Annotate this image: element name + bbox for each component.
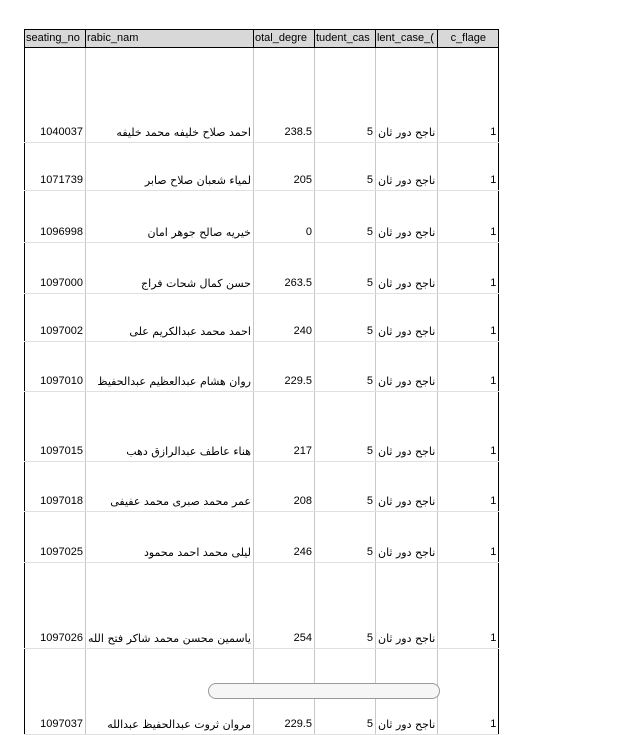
seating-no-cell[interactable]: 1097010 bbox=[25, 342, 86, 392]
student-case-cell[interactable]: 5 bbox=[314, 392, 375, 462]
total-degree-cell[interactable]: 240 bbox=[253, 294, 314, 342]
seating-no-cell[interactable]: 1097025 bbox=[25, 512, 86, 563]
student-case-cell[interactable]: 5 bbox=[314, 191, 375, 243]
c-flage-cell[interactable]: 1 bbox=[438, 392, 499, 462]
student-case-desc-cell[interactable]: ناجح دور ثان bbox=[375, 191, 437, 243]
student-case-desc-cell[interactable]: ناجح دور ثان bbox=[375, 649, 437, 735]
c-flage-cell[interactable]: 1 bbox=[438, 563, 499, 649]
c-flage-cell[interactable]: 1 bbox=[438, 342, 499, 392]
column-header-total-degree[interactable]: otal_degre bbox=[253, 30, 314, 48]
results-table bbox=[24, 29, 499, 735]
student-case-desc-cell[interactable]: ناجح دور ثان bbox=[375, 563, 437, 649]
student-case-desc-cell[interactable]: ناجح دور ثان bbox=[375, 48, 437, 143]
total-degree-cell[interactable]: 229.5 bbox=[253, 649, 314, 735]
total-degree-cell[interactable]: 217 bbox=[253, 392, 314, 462]
c-flage-cell[interactable]: 1 bbox=[438, 512, 499, 563]
total-degree-cell[interactable]: 208 bbox=[253, 462, 314, 512]
arabic-name-cell[interactable]: خيريه صالح جوهر امان bbox=[86, 191, 254, 243]
c-flage-cell[interactable]: 1 bbox=[438, 294, 499, 342]
total-degree-cell[interactable]: 238.5 bbox=[253, 48, 314, 143]
student-case-cell[interactable]: 5 bbox=[314, 462, 375, 512]
student-case-cell[interactable]: 5 bbox=[314, 563, 375, 649]
seating-no-cell[interactable]: 1097018 bbox=[25, 462, 86, 512]
total-degree-cell[interactable]: 229.5 bbox=[253, 342, 314, 392]
total-degree-cell[interactable]: 254 bbox=[253, 563, 314, 649]
seating-no-cell[interactable]: 1097015 bbox=[25, 392, 86, 462]
table-row[interactable] bbox=[25, 342, 499, 392]
student-case-cell[interactable]: 5 bbox=[314, 143, 375, 191]
c-flage-cell[interactable]: 1 bbox=[438, 191, 499, 243]
seating-no-cell[interactable]: 1096998 bbox=[25, 191, 86, 243]
c-flage-cell[interactable]: 1 bbox=[438, 48, 499, 143]
seating-no-cell[interactable]: 1097037 bbox=[25, 649, 86, 735]
student-case-cell[interactable]: 5 bbox=[314, 342, 375, 392]
arabic-name-cell[interactable]: احمد صلاح خليفه محمد خليفه bbox=[86, 48, 254, 143]
table-row[interactable] bbox=[25, 563, 499, 649]
total-degree-cell[interactable]: 205 bbox=[253, 143, 314, 191]
arabic-name-cell[interactable]: روان هشام عبدالعظيم عبدالحفيظ bbox=[86, 342, 254, 392]
seating-no-cell[interactable]: 1071739 bbox=[25, 143, 86, 191]
table-row[interactable] bbox=[25, 392, 499, 462]
table-row[interactable] bbox=[25, 462, 499, 512]
column-header-seating-no[interactable]: seating_no bbox=[25, 30, 86, 48]
student-case-cell[interactable]: 5 bbox=[314, 512, 375, 563]
c-flage-cell[interactable]: 1 bbox=[438, 243, 499, 294]
arabic-name-cell[interactable]: عمر محمد صبرى محمد عفيفى bbox=[86, 462, 254, 512]
table-row[interactable] bbox=[25, 294, 499, 342]
seating-no-cell[interactable]: 1040037 bbox=[25, 48, 86, 143]
arabic-name-cell[interactable]: لمياء شعبان صلاح صابر bbox=[86, 143, 254, 191]
column-header-student-case-desc[interactable]: lent_case_( bbox=[375, 30, 437, 48]
table-row[interactable] bbox=[25, 48, 499, 143]
student-case-cell[interactable]: 5 bbox=[314, 243, 375, 294]
student-case-cell[interactable]: 5 bbox=[314, 48, 375, 143]
seating-no-cell[interactable]: 1097000 bbox=[25, 243, 86, 294]
column-header-student-case[interactable]: tudent_cas bbox=[314, 30, 375, 48]
column-header-c-flage[interactable]: c_flage bbox=[438, 30, 499, 48]
arabic-name-cell[interactable]: ليلى محمد احمد محمود bbox=[86, 512, 254, 563]
horizontal-scrollbar[interactable] bbox=[208, 683, 440, 699]
c-flage-cell[interactable]: 1 bbox=[438, 462, 499, 512]
student-case-desc-cell[interactable]: ناجح دور ثان bbox=[375, 462, 437, 512]
student-case-desc-cell[interactable]: ناجح دور ثان bbox=[375, 512, 437, 563]
table-row[interactable] bbox=[25, 143, 499, 191]
total-degree-cell[interactable]: 0 bbox=[253, 191, 314, 243]
table-row[interactable] bbox=[25, 243, 499, 294]
seating-no-cell[interactable]: 1097002 bbox=[25, 294, 86, 342]
student-case-desc-cell[interactable]: ناجح دور ثان bbox=[375, 392, 437, 462]
student-case-desc-cell[interactable]: ناجح دور ثان bbox=[375, 342, 437, 392]
arabic-name-cell[interactable]: ياسمين محسن محمد شاكر فتح الله bbox=[86, 563, 254, 649]
table-row[interactable] bbox=[25, 512, 499, 563]
student-case-cell[interactable]: 5 bbox=[314, 294, 375, 342]
header-row bbox=[25, 30, 499, 48]
seating-no-cell[interactable]: 1097026 bbox=[25, 563, 86, 649]
table-row[interactable] bbox=[25, 191, 499, 243]
student-case-desc-cell[interactable]: ناجح دور ثان bbox=[375, 243, 437, 294]
arabic-name-cell[interactable]: احمد محمد عبدالكريم على bbox=[86, 294, 254, 342]
c-flage-cell[interactable]: 1 bbox=[438, 143, 499, 191]
student-case-desc-cell[interactable]: ناجح دور ثان bbox=[375, 294, 437, 342]
student-case-desc-cell[interactable]: ناجح دور ثان bbox=[375, 143, 437, 191]
student-case-cell[interactable]: 5 bbox=[314, 649, 375, 735]
arabic-name-cell[interactable]: حسن كمال شحات فراج bbox=[86, 243, 254, 294]
total-degree-cell[interactable]: 246 bbox=[253, 512, 314, 563]
total-degree-cell[interactable]: 263.5 bbox=[253, 243, 314, 294]
arabic-name-cell[interactable]: مروان ثروت عبدالحفيظ عبدالله bbox=[86, 649, 254, 735]
arabic-name-cell[interactable]: هناء عاطف عبدالرازق دهب bbox=[86, 392, 254, 462]
c-flage-cell[interactable]: 1 bbox=[438, 649, 499, 735]
column-header-arabic-name[interactable]: rabic_nam bbox=[86, 30, 254, 48]
